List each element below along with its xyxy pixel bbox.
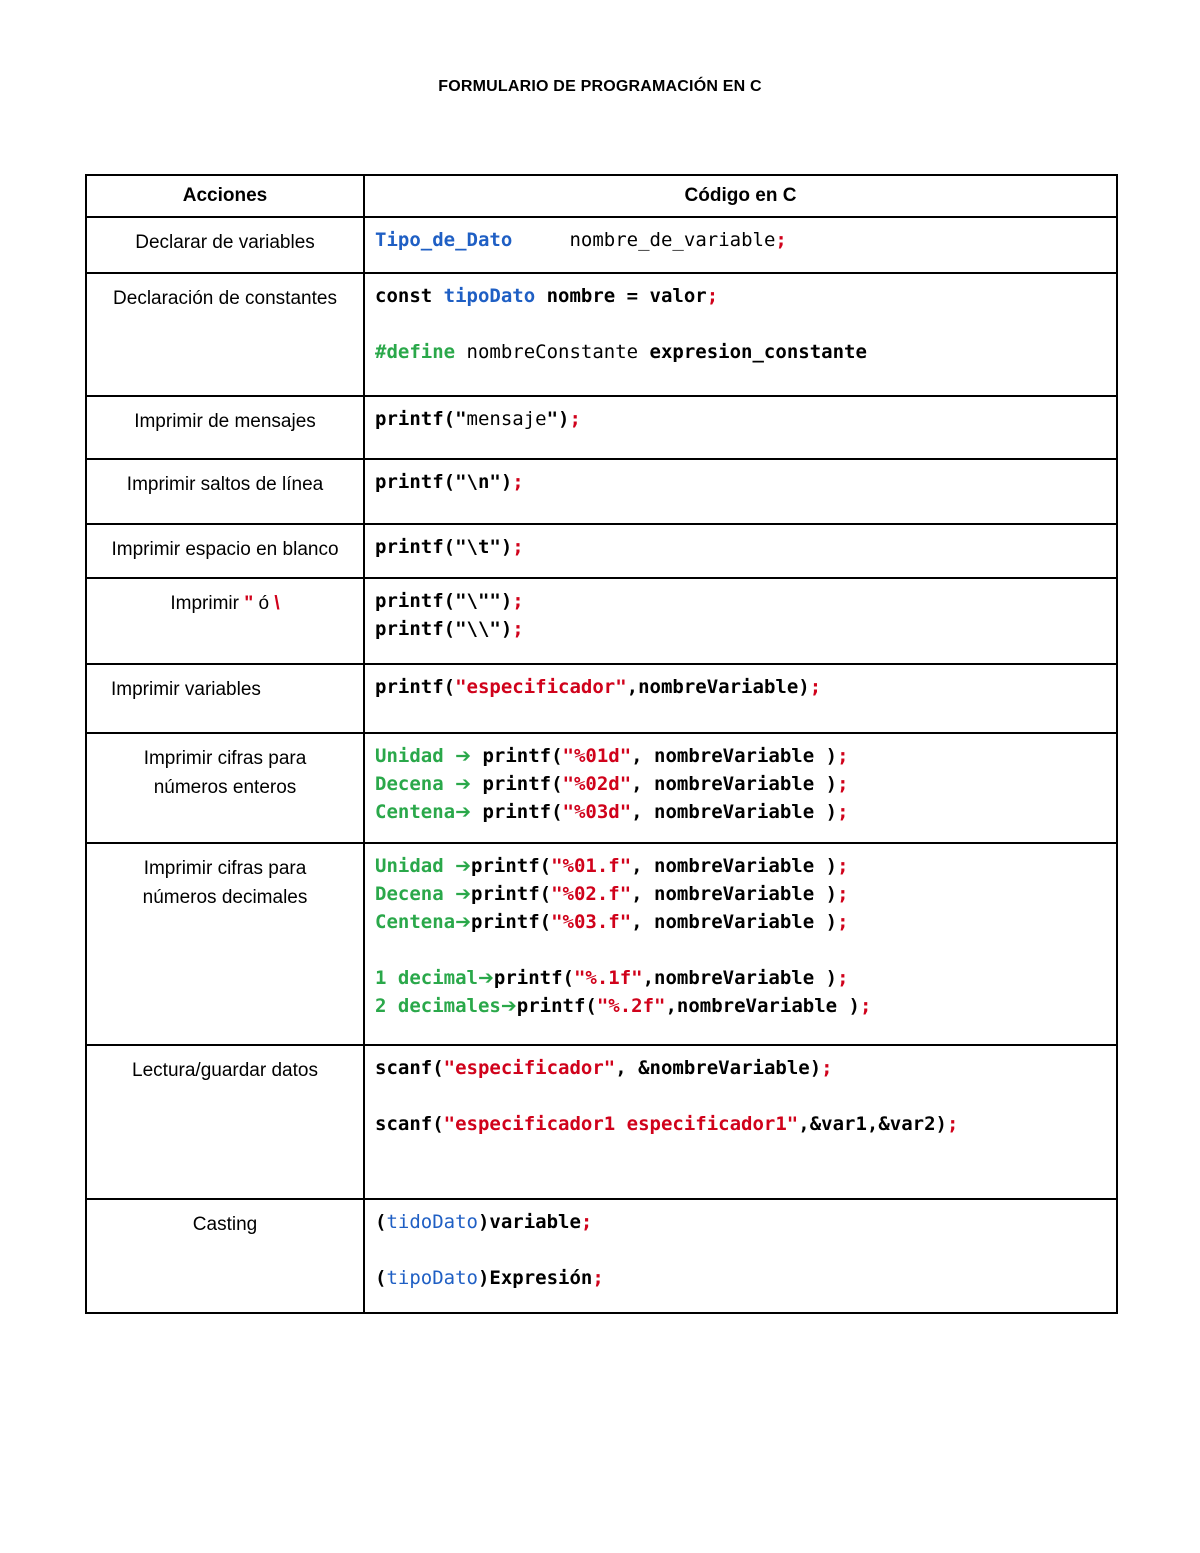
code-cell (364, 459, 1117, 524)
semicolon: ; (837, 773, 849, 795)
code-line (375, 770, 1106, 798)
label: Centena (375, 801, 456, 823)
arrow-icon: ➔ (455, 883, 471, 905)
arrow-icon: ➔ (500, 995, 517, 1017)
semicolon: ; (837, 967, 849, 989)
code-cell (364, 843, 1117, 1045)
printf-open: printf( (471, 855, 552, 877)
code-cell (364, 217, 1117, 273)
header-acciones: Acciones (86, 175, 364, 217)
table-row (86, 664, 1117, 733)
printf-close: , nombreVariable ) (631, 801, 838, 823)
arrow-icon: ➔ (455, 745, 471, 767)
semicolon: ; (859, 995, 872, 1017)
semicolon: ; (512, 536, 524, 558)
type-token: tidoDato (386, 1211, 478, 1233)
code-cell (364, 1199, 1117, 1313)
semicolon: ; (837, 911, 849, 933)
type-token: tipoDato (386, 1267, 478, 1289)
printf-open: printf(" (375, 408, 467, 430)
format-arg: "%02.f" (551, 883, 632, 905)
table-row (86, 459, 1117, 524)
printf-call: printf("\\") (375, 618, 513, 640)
code-cell (364, 578, 1117, 664)
format-arg: "especificador" (443, 1057, 616, 1079)
scanf-close: ,&var1,&var2) (798, 1113, 947, 1135)
format-arg: "%01d" (562, 745, 632, 767)
printf-close: ") (546, 408, 570, 430)
arrow-icon: ➔ (477, 967, 494, 989)
semicolon: ; (512, 618, 524, 640)
printf-open: printf( (471, 801, 563, 823)
page-title: FORMULARIO DE PROGRAMACIÓN EN C (438, 78, 762, 95)
action-text: Imprimir cifras para (143, 748, 307, 769)
semicolon: ; (837, 745, 849, 767)
action-text: números enteros (153, 777, 297, 798)
printf-call: printf("\n") (375, 471, 513, 493)
code-cell (364, 664, 1117, 733)
action-text: números decimales (142, 887, 308, 908)
code-cell (364, 524, 1117, 578)
paren-open: ( (375, 1267, 387, 1289)
label: Unidad (375, 855, 456, 877)
code-line (375, 798, 1106, 826)
printf-close: ,nombreVariable ) (665, 995, 860, 1017)
semicolon: ; (706, 285, 719, 307)
scanf-close: , &nombreVariable) (615, 1057, 822, 1079)
format-arg: "%03d" (562, 801, 632, 823)
define-name: nombreConstante (455, 341, 650, 363)
label: Centena (375, 911, 456, 933)
reference-table (85, 174, 1118, 1314)
code-line (375, 1054, 1106, 1082)
code-cell (364, 733, 1117, 843)
semicolon: ; (837, 883, 849, 905)
arrow-icon: ➔ (455, 855, 471, 877)
action-text: Imprimir (170, 593, 245, 614)
scanf-open: scanf( (375, 1057, 444, 1079)
action-cell: Imprimir de mensajes (86, 396, 364, 459)
code-line (375, 908, 1106, 936)
action-cell: Imprimir saltos de línea (86, 459, 364, 524)
label: Unidad (375, 745, 456, 767)
format-arg: "especificador1 especificador1" (443, 1113, 799, 1135)
printf-close: , nombreVariable ) (631, 855, 838, 877)
semicolon: ; (837, 801, 849, 823)
printf-open: printf( (471, 745, 563, 767)
table-row (86, 733, 1117, 843)
printf-call: printf("\"") (375, 590, 513, 612)
format-arg: "%01.f" (551, 855, 632, 877)
action-cell: Declarar de variables (86, 217, 364, 273)
label: 2 decimales (375, 995, 501, 1017)
action-cell (86, 733, 364, 843)
printf-close: , nombreVariable ) (631, 773, 838, 795)
semicolon: ; (512, 590, 524, 612)
cast-rest: )Expresión (477, 1267, 593, 1289)
table-row (86, 578, 1117, 664)
printf-open: printf( (516, 995, 597, 1017)
action-cell (86, 578, 364, 664)
semicolon: ; (837, 855, 849, 877)
semicolon: ; (512, 471, 524, 493)
action-text: Imprimir cifras para (143, 858, 307, 879)
label: Decena (375, 773, 456, 795)
format-arg: "especificador" (455, 676, 627, 698)
table-row (86, 217, 1117, 273)
table-row (86, 843, 1117, 1045)
type-token: tipoDato (443, 285, 536, 307)
printf-open: printf( (471, 911, 552, 933)
table-row (86, 1045, 1117, 1199)
code-line (375, 964, 1106, 992)
printf-close: , nombreVariable ) (631, 911, 838, 933)
code-cell (364, 396, 1117, 459)
code-cell (364, 273, 1117, 396)
semicolon: ; (580, 1211, 593, 1233)
code-line (375, 880, 1106, 908)
define-expression: expresion_constante (649, 341, 867, 363)
table-row (86, 396, 1117, 459)
action-cell: Declaración de constantes (86, 273, 364, 396)
quote-char: " (244, 593, 254, 614)
backslash-char: \ (274, 593, 280, 614)
paren-open: ( (375, 1211, 387, 1233)
semicolon: ; (946, 1113, 959, 1135)
code-line (375, 1208, 1106, 1236)
table-row (86, 273, 1117, 396)
code-line (375, 742, 1106, 770)
printf-close: , nombreVariable ) (631, 883, 838, 905)
printf-open: printf( (471, 773, 563, 795)
action-cell: Lectura/guardar datos (86, 1045, 364, 1199)
semicolon: ; (569, 408, 581, 430)
code-line (375, 1264, 1106, 1292)
printf-call: printf("\t") (375, 536, 513, 558)
action-cell: Imprimir espacio en blanco (86, 524, 364, 578)
const-keyword: const (375, 285, 444, 307)
printf-close: ,nombreVariable ) (642, 967, 838, 989)
printf-open: printf( (471, 883, 552, 905)
table-header-row (86, 175, 1117, 217)
semicolon: ; (775, 229, 787, 251)
code-line (375, 1110, 1106, 1138)
action-text: ó (253, 593, 275, 614)
arrow-icon: ➔ (455, 773, 471, 795)
const-rest: nombre = valor (535, 285, 707, 307)
format-arg: "%03.f" (551, 911, 632, 933)
printf-open: printf( (375, 676, 456, 698)
table-row (86, 524, 1117, 578)
arrow-icon: ➔ (455, 801, 471, 823)
semicolon: ; (809, 676, 822, 698)
format-arg: "%.1f" (573, 967, 643, 989)
header-codigo: Código en C (364, 175, 1117, 217)
action-cell (86, 843, 364, 1045)
semicolon: ; (821, 1057, 833, 1079)
arrow-icon: ➔ (455, 911, 471, 933)
cast-rest: )variable (477, 1211, 581, 1233)
scanf-open: scanf( (375, 1113, 444, 1135)
semicolon: ; (592, 1267, 604, 1289)
code-line (375, 992, 1106, 1020)
code-line (375, 852, 1106, 880)
action-cell: Casting (86, 1199, 364, 1313)
label: Decena (375, 883, 456, 905)
table-row (86, 1199, 1117, 1313)
action-cell: Imprimir variables (86, 664, 364, 733)
define-keyword: #define (375, 341, 456, 363)
printf-open: printf( (493, 967, 574, 989)
format-arg: "%.2f" (596, 995, 666, 1017)
name-token: nombre_de_variable (569, 229, 776, 251)
printf-close: ,nombreVariable) (626, 676, 810, 698)
printf-close: , nombreVariable ) (631, 745, 838, 767)
type-token: Tipo_de_Dato (375, 229, 513, 251)
label: 1 decimal (375, 967, 478, 989)
format-arg: "%02d" (562, 773, 632, 795)
message-arg: mensaje (466, 408, 547, 430)
code-cell (364, 1045, 1117, 1199)
